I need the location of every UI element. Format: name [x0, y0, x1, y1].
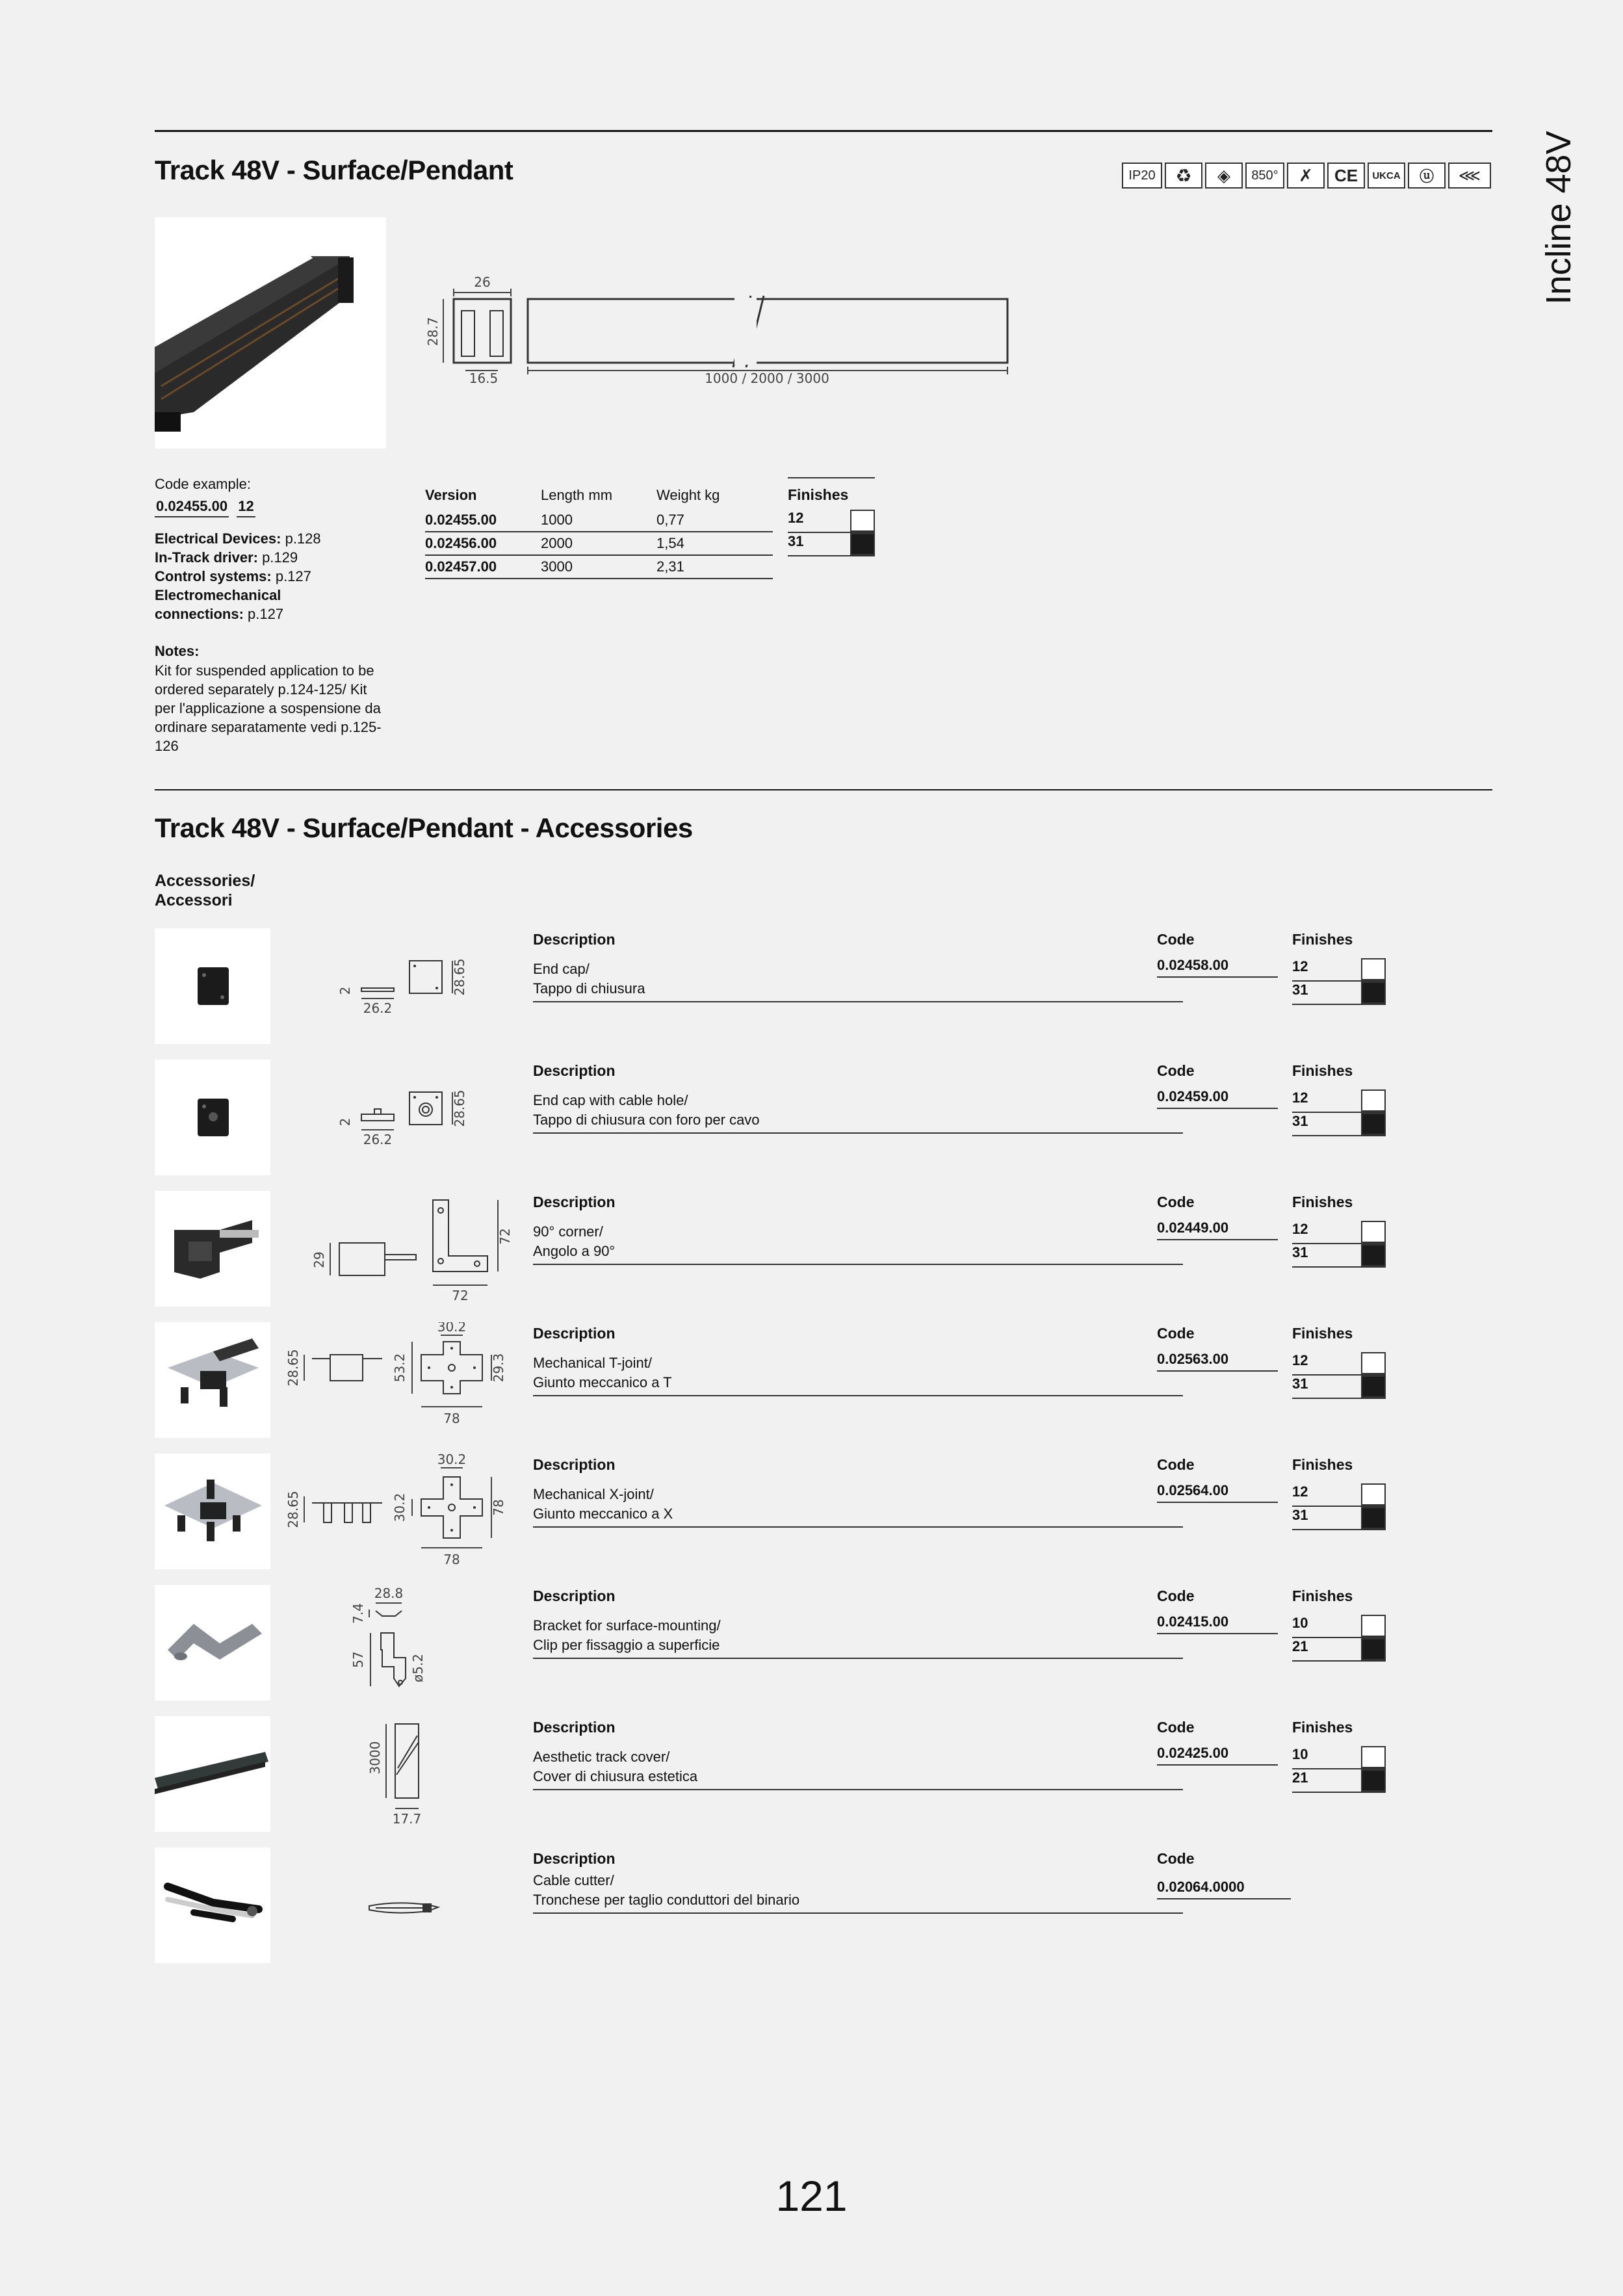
dim-base: 16.5 [469, 371, 499, 386]
finish-row: 31 [1292, 1244, 1386, 1268]
svg-text:30.2: 30.2 [437, 1322, 467, 1335]
svg-text:ø5.2: ø5.2 [410, 1653, 426, 1683]
svg-text:28.65: 28.65 [452, 1089, 467, 1127]
ukca-mark: UKCA [1368, 163, 1405, 189]
svg-text:30.2: 30.2 [392, 1493, 408, 1522]
driver-icon: ◈ [1205, 163, 1243, 189]
accessory-code: 0.02425.00 [1157, 1745, 1278, 1766]
finish-row: 31 [1292, 1113, 1386, 1136]
accessory-image [155, 1454, 270, 1569]
accessory-code: 0.02449.00 [1157, 1220, 1278, 1240]
code-example-label: Code example: [155, 476, 251, 492]
svg-text:7.4: 7.4 [350, 1603, 366, 1624]
side-tab: Incline 48V [1539, 131, 1578, 305]
svg-text:3000: 3000 [367, 1741, 383, 1775]
temperature-badge: 850° [1245, 163, 1284, 189]
no-cover-icon: ✗ [1287, 163, 1325, 189]
product-image [155, 217, 386, 449]
recycle-icon: ♻ [1165, 163, 1202, 189]
finish-swatch-black [850, 533, 875, 555]
notes-text: Kit for suspended application to be ordered separately p.124-125/ Kit per l'applicazione a sospensione da ordinare separatamente vedi p.125-126 [155, 662, 382, 754]
finish-row: 21 [1292, 1769, 1386, 1793]
accessory-cable-cutter: Description Cable cutter/ Tronchese per taglio conduttori del binario Code 0.02064.0000 [155, 1847, 1390, 1964]
accessory-description: 90° corner/ Angolo a 90° [533, 1222, 1183, 1265]
accessory-description: Aesthetic track cover/ Cover di chiusura estetica [533, 1747, 1183, 1790]
svg-text:17.7: 17.7 [392, 1811, 422, 1827]
finish-row: 31 [788, 533, 875, 556]
svg-text:78: 78 [491, 1499, 506, 1516]
finishes-top-rule [788, 477, 875, 478]
finish-swatch-black [1361, 1638, 1386, 1660]
finish-row: 31 [1292, 1376, 1386, 1399]
finishes-header: Finishes [788, 486, 849, 503]
svg-text:30.2: 30.2 [437, 1454, 467, 1467]
finish-swatch-black [1361, 982, 1386, 1004]
code-example-finish: 12 [237, 497, 255, 517]
accessory-description: Mechanical T-joint/ Giunto meccanico a T [533, 1353, 1183, 1396]
accessory-code: 0.02563.00 [1157, 1351, 1278, 1372]
accessory-90-corner: 29 72 72 Description 90° corner/ Angolo a 90° Code 0.02449.00 Finishes 12 31 [155, 1191, 1390, 1308]
flame-icon: ⋘ [1448, 163, 1491, 189]
accessory-description: Mechanical X-joint/ Giunto meccanico a X [533, 1485, 1183, 1528]
finish-row: 10 [1292, 1615, 1386, 1638]
references: Electrical Devices: p.128 In-Track driver: p.129 Control systems: p.127 Electromechanical connections: p.127 [155, 530, 321, 622]
finish-row: 12 [1292, 1483, 1386, 1507]
track-drawing [416, 273, 1014, 390]
svg-text:78: 78 [443, 1411, 460, 1426]
finish-swatch-white [1361, 1615, 1386, 1637]
accessory-image [155, 1847, 270, 1963]
finish-swatch-white [1361, 1483, 1386, 1506]
finish-swatch-black [1361, 1244, 1386, 1266]
svg-text:57: 57 [350, 1651, 366, 1668]
svg-text:29.3: 29.3 [491, 1353, 506, 1383]
ul-icon: ⓤ [1408, 163, 1446, 189]
notes-label: Notes: [155, 643, 200, 659]
accessory-t-joint: 28.65 30.2 53.2 29.3 78 Description Mechanical T-joint/ Giunto meccanico a T Code 0.02563.00 Finishes 12 31 [155, 1322, 1390, 1439]
accessory-track-cover: 3000 17.7 Description Aesthetic track cover/ Cover di chiusura estetica Code 0.02425.00 Finishes 10 21 [155, 1716, 1390, 1833]
svg-text:72: 72 [497, 1228, 513, 1245]
finish-row: 12 [1292, 1352, 1386, 1376]
accessory-end-cap-cable-hole: 2 26.2 28.65 Description End cap with cable hole/ Tappo di chiusura con foro per cavo Code 0.02459.00 Finishes 12 31 [155, 1060, 1390, 1177]
svg-text:78: 78 [443, 1552, 460, 1567]
code-example-block [155, 475, 402, 755]
svg-text:2: 2 [337, 986, 353, 995]
accessory-description: Bracket for surface-mounting/ Clip per fissaggio a superficie [533, 1616, 1183, 1659]
accessory-image [155, 1585, 270, 1701]
finish-swatch-black [1361, 1507, 1386, 1529]
dim-length: 1000 / 2000 / 3000 [705, 371, 829, 386]
finish-swatch-white [1361, 1746, 1386, 1768]
finish-swatch-black [1361, 1376, 1386, 1398]
page-number: 121 [775, 2172, 848, 2220]
finish-row: 12 [1292, 958, 1386, 982]
finish-row: 31 [1292, 1507, 1386, 1530]
accessory-description: End cap/ Tappo di chiusura [533, 959, 1183, 1002]
finish-row: 12 [1292, 1221, 1386, 1244]
svg-text:26.2: 26.2 [363, 1132, 393, 1147]
accessory-x-joint: 28.65 30.2 30.2 78 78 Description Mechanical X-joint/ Giunto meccanico a X Code 0.02564.00 Finishes 12 31 [155, 1454, 1390, 1571]
finish-row: 31 [1292, 982, 1386, 1005]
finish-row: 10 [1292, 1746, 1386, 1769]
section-title: Track 48V - Surface/Pendant [155, 155, 513, 185]
accessory-image [155, 1060, 270, 1175]
finish-swatch-black [1361, 1769, 1386, 1792]
svg-text:29: 29 [311, 1251, 327, 1268]
ip20-badge: IP20 [1122, 163, 1162, 189]
svg-text:28.65: 28.65 [285, 1349, 301, 1387]
svg-text:28.65: 28.65 [452, 958, 467, 996]
accessories-subtitle: Accessories/ Accessori [155, 872, 255, 909]
accessory-code: 0.02415.00 [1157, 1613, 1278, 1634]
code-example-code: 0.02455.00 [155, 497, 229, 517]
accessory-description: Cable cutter/ Tronchese per taglio conduttori del binario [533, 1871, 1183, 1914]
finish-row: 12 [788, 510, 875, 533]
accessory-image [155, 1191, 270, 1307]
accessories-title: Track 48V - Surface/Pendant - Accessories [155, 813, 693, 843]
accessory-end-cap: 2 26.2 28.65 Description End cap/ Tappo di chiusura Code 0.02458.00 Finishes 12 31 [155, 928, 1390, 1045]
ce-mark: CE [1327, 163, 1365, 189]
table-row: 0.02455.00 1000 0,77 [425, 508, 773, 532]
svg-text:28.8: 28.8 [374, 1585, 404, 1601]
finish-row: 12 [1292, 1089, 1386, 1113]
accessory-code: 0.02459.00 [1157, 1088, 1278, 1109]
dim-width: 26 [474, 274, 491, 290]
finish-row: 21 [1292, 1638, 1386, 1662]
accessory-image [155, 1322, 270, 1438]
dim-height: 28.7 [425, 317, 441, 346]
finish-swatch-white [1361, 1089, 1386, 1112]
accessory-image [155, 1716, 270, 1832]
accessory-code: 0.02064.0000 [1157, 1879, 1291, 1899]
accessory-bracket: 28.8 7.4 57 ø5.2 Description Bracket for surface-mounting/ Clip per fissaggio a superficie Code 0.02415.00 Finishes 10 21 [155, 1585, 1390, 1702]
table-row: 0.02457.00 3000 2,31 [425, 555, 773, 579]
finish-swatch-white [1361, 1352, 1386, 1374]
section-divider [155, 789, 1492, 790]
svg-text:2: 2 [337, 1117, 353, 1127]
svg-text:26.2: 26.2 [363, 1000, 393, 1016]
svg-text:72: 72 [452, 1288, 469, 1303]
accessory-code: 0.02458.00 [1157, 957, 1278, 978]
finish-swatch-white [1361, 958, 1386, 980]
svg-text:28.65: 28.65 [285, 1491, 301, 1528]
finish-swatch-white [1361, 1221, 1386, 1243]
accessory-description: End cap with cable hole/ Tappo di chiusura con foro per cavo [533, 1091, 1183, 1134]
table-row: 0.02456.00 2000 1,54 [425, 532, 773, 555]
finish-swatch-white [850, 510, 875, 532]
finish-swatch-black [1361, 1113, 1386, 1135]
versions-table: Version Length mm Weight kg 0.02455.00 1000 0,77 0.02456.00 2000 1,54 0.02457.00 3000 2,31 [425, 486, 773, 579]
svg-text:53.2: 53.2 [392, 1353, 408, 1383]
accessory-image [155, 928, 270, 1044]
top-rule [155, 130, 1492, 132]
accessory-code: 0.02564.00 [1157, 1482, 1278, 1503]
